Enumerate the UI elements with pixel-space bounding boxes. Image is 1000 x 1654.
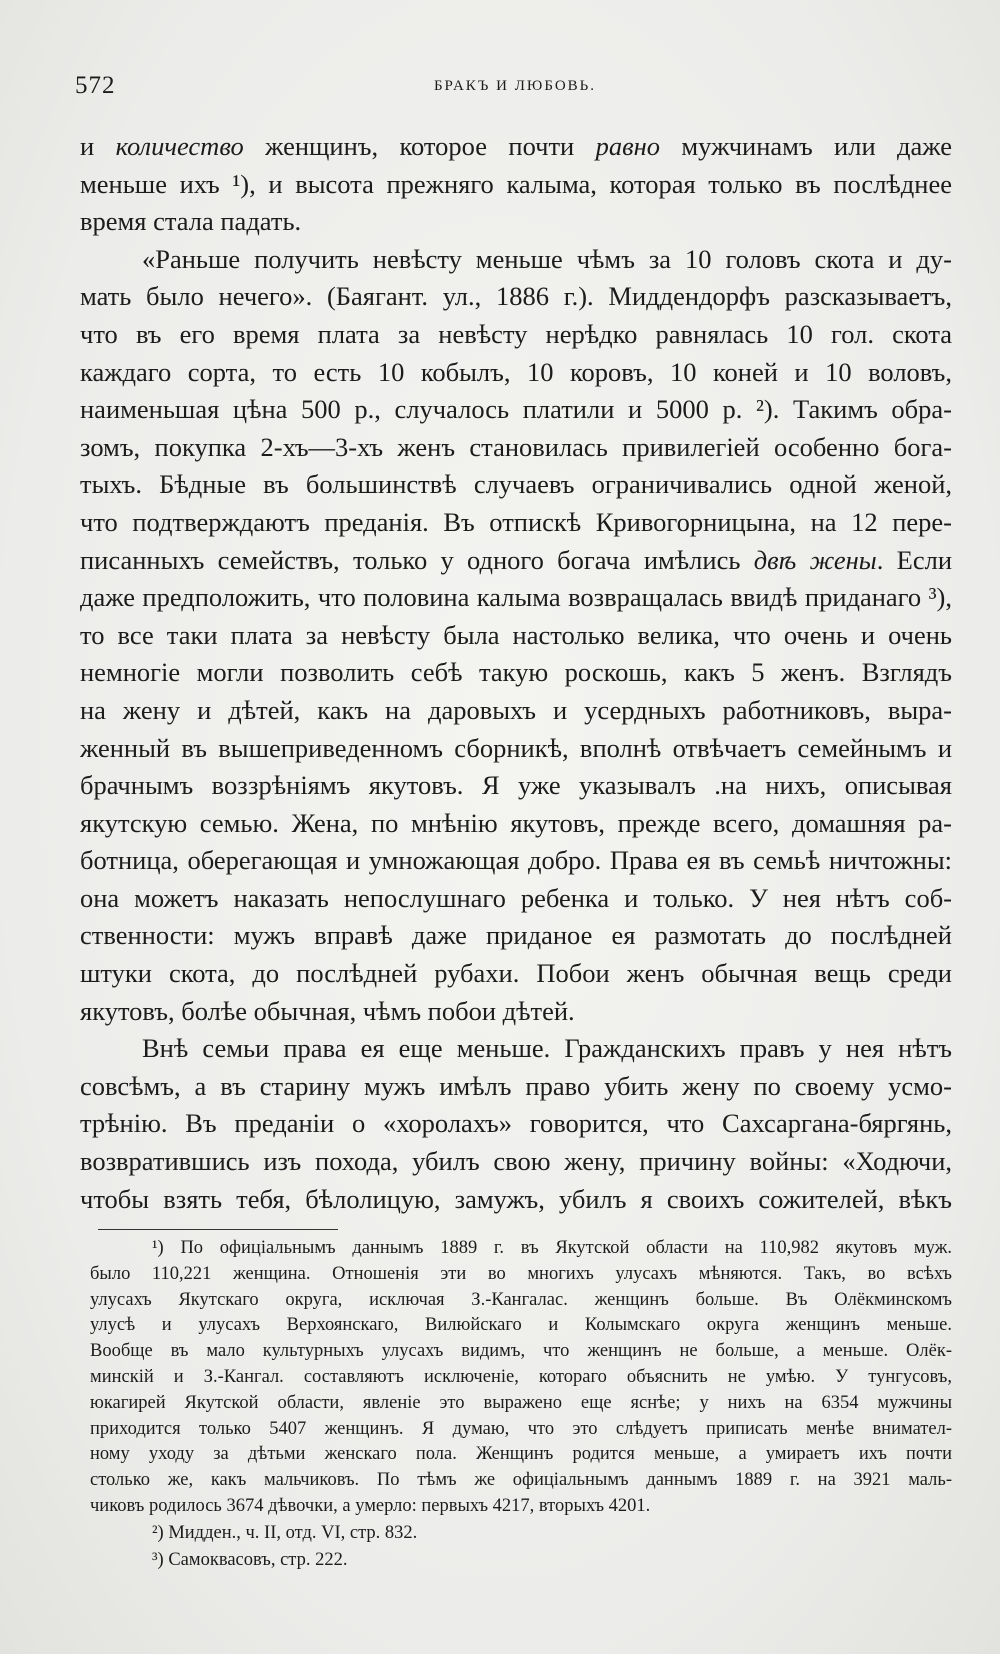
footnote-line: ному уходу за дѣтьми женскаго пола. Женщинъ родится меньше, а умираетъ ихъ почти: [90, 1444, 952, 1465]
running-title: БРАКЪ И ЛЮБОВЬ.: [433, 78, 597, 94]
text-line: наименьшая цѣна 500 р., случалось платили и 5000 р. ²). Такимъ обра-: [80, 394, 952, 425]
text-line: даже предположить, что половина калыма возвращалась ввидѣ приданаго ³),: [80, 582, 952, 613]
text-line: время стала падать.: [80, 206, 302, 237]
text-line: что подтверждаютъ преданія. Въ отпискѣ Кривогорницына, на 12 пере-: [80, 506, 952, 537]
footnote-line: ¹) По офиціальнымъ даннымъ 1889 г. въ Якутской области на 110,982 якутовъ муж.: [152, 1238, 952, 1258]
footnote-line: приходится только 5407 женщинъ. Я думаю, что это слѣдуетъ приписать менѣе внимател-: [90, 1418, 952, 1439]
text-line: штуки скота, до послѣдней рубахи. Побои женъ обычная вещь среди: [80, 958, 952, 989]
footnotes: [90, 1236, 952, 1574]
main-text: [80, 128, 952, 1218]
text-line: якутскую семью. Жена, по мнѣнію якутовъ, прежде всего, домашняя ра-: [80, 807, 952, 838]
page-header: [75, 72, 955, 112]
text-line: и количество женщинъ, которое почти равно мужчинамъ или даже: [80, 131, 952, 161]
text-line: совсѣмъ, а въ старину мужъ имѣлъ право убить жену по своему усмо-: [80, 1070, 952, 1101]
footnote-line: юкагирей Якутской области, явленіе это выражено еще яснѣе; у нихъ на 6354 мужчины: [90, 1392, 952, 1413]
text-line: якутовъ, болѣе обычная, чѣмъ побои дѣтей.: [80, 995, 575, 1026]
text-line: ботница, оберегающая и умножающая добро. Права ея въ семьѣ ничтожны:: [80, 845, 952, 876]
footnote-line: Вообще въ мало культурныхъ улусахъ видимъ, что женщинъ не больше, а меньше. Олёк-: [90, 1341, 952, 1362]
text-line: что въ его время плата за невѣсту нерѣдко равнялась 10 гол. скота: [80, 318, 952, 349]
text-line: на жену и дѣтей, какъ на даровыхъ и усердныхъ работниковъ, выра-: [80, 694, 952, 725]
footnote-line: улусѣ и улусахъ Верхоянскаго, Вилюйскаго и Колымскаго округа женщинъ меньше.: [90, 1315, 952, 1336]
text-line: чтобы взять тебя, бѣлолицую, замужъ, убилъ я своихъ сожителей, вѣкъ: [80, 1183, 952, 1214]
text-line: брачнымъ воззрѣніямъ якутовъ. Я уже указывалъ .на нихъ, описывая: [80, 770, 952, 801]
text-line: меньше ихъ ¹), и высота прежняго калыма, которая только въ послѣднее: [80, 168, 952, 199]
text-line: зомъ, покупка 2-хъ—3-хъ женъ становилась привилегіей особенно бога-: [80, 431, 952, 462]
text-line: ственности: мужъ вправѣ даже приданое ея размотать до послѣдней: [80, 920, 952, 951]
footnote-line: минскій и З.-Кангал. составляютъ исключеніе, котораго объяснить не умѣю. У тунгусовъ,: [90, 1366, 952, 1387]
footnote-line: улусахъ Якутскаго округа, исключая З.-Кангалас. женщинъ больше. Въ Олёкминскомъ: [90, 1289, 952, 1310]
text-line: она можетъ наказать непослушнаго ребенка и только. У нея нѣтъ соб-: [80, 882, 952, 913]
text-line: немногіе могли позволить себѣ такую роскошь, какъ 5 женъ. Взглядъ: [80, 657, 952, 688]
text-line: каждаго сорта, то есть 10 кобылъ, 10 коровъ, 10 коней и 10 воловъ,: [80, 356, 952, 387]
paragraph-start-line: «Раньше получить невѣсту меньше чѣмъ за 10 головъ скота и ду-: [142, 243, 952, 274]
text-line: возвратившись изъ похода, убилъ свою жену, причину войны: «Ходючи,: [80, 1146, 952, 1177]
text-line: женный въ вышеприведенномъ сборникѣ, вполнѣ отвѣчаетъ семейнымъ и: [80, 732, 952, 763]
footnote-3: ³) Самоквасовъ, стр. 222.: [152, 1549, 348, 1570]
text-line: то все таки плата за невѣсту была настолько велика, что очень и очень: [80, 619, 952, 650]
text-line: мать было нечего». (Баягант. ул., 1886 г.). Миддендорфъ разсказываетъ,: [80, 281, 952, 312]
footnote-line: столько же, какъ мальчиковъ. По тѣмъ же офиціальнымъ даннымъ 1889 г. на 3921 маль-: [90, 1470, 952, 1491]
paragraph-start-line: Внѣ семьи права ея еще меньше. Гражданскихъ правъ у нея нѣтъ: [142, 1033, 952, 1064]
footnote-line: чиковъ родилось 3674 дѣвочки, а умерло: первыхъ 4217, вторыхъ 4201.: [90, 1495, 651, 1516]
footnote-2: ²) Мидден., ч. II, отд. VI, стр. 832.: [152, 1522, 418, 1543]
text-line: писанныхъ семействъ, только у одного богача имѣлись двѣ жены. Если: [80, 544, 952, 575]
footnote-line: было 110,221 женщина. Отношенія эти во многихъ улусахъ мѣняются. Такъ, во всѣхъ: [90, 1263, 952, 1284]
page-number: 572: [75, 72, 116, 99]
text-line: тыхъ. Бѣдные въ большинствѣ случаевъ ограничивались одной женой,: [80, 469, 952, 500]
text-line: трѣнію. Въ преданіи о «хоролахъ» говорится, что Сахсаргана-бяргянь,: [80, 1108, 952, 1139]
footnote-divider: [98, 1229, 338, 1230]
